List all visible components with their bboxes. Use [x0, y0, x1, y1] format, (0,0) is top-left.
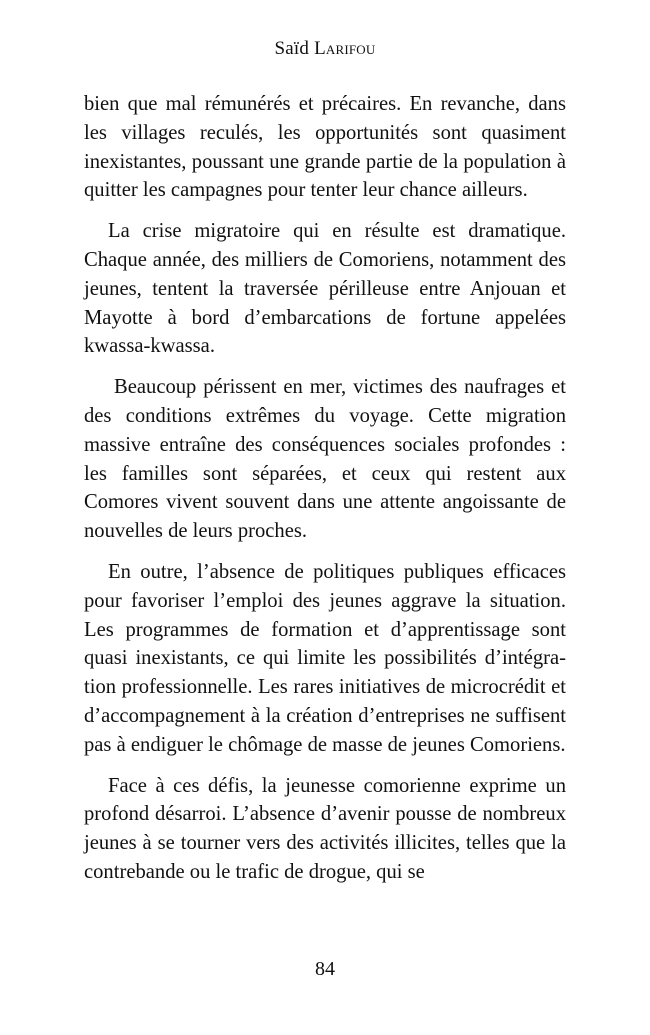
body-text: [84, 90, 566, 899]
page-number: 84: [315, 958, 335, 980]
paragraph-4: En outre, l’absence de politiques publiques efficaces pour favoriser l’emploi des jeunes aggrave la situation. Les programmes de formation et d’apprentissage sont quasi inexistants, ce qui limite les possibilités d’intégration professionnelle. Les rares initiatives de microcrédit et d’accompagnement à la création d’entreprises ne suffisent pas à endiguer le chômage de masse de jeunes Comoriens.: [84, 560, 566, 756]
running-head: [0, 38, 650, 60]
paragraph-2: La crise migratoire qui en résulte est dramatique. Chaque année, des milliers de Comoriens, notamment des jeunes, tentent la traversée périlleuse entre Anjouan et Mayotte à bord d’embarcations de fortune appelées kwassa-kwassa.: [84, 220, 566, 358]
paragraph-1: bien que mal rémunérés et précaires. En revanche, dans les villages reculés, les opportunités sont quasiment inexistantes, poussant une grande partie de la population à quitter les campagnes pour tenter leur chance ailleurs.: [84, 93, 566, 202]
paragraph-5: Face à ces défis, la jeunesse comorienne exprime un profond désarroi. L’absence d’avenir pousse de nombreux jeunes à se tourner vers des activités illicites, telles que la contrebande ou le trafic de drogue, qui se: [84, 774, 566, 883]
author-first-name: Saïd: [274, 38, 310, 59]
paragraph-3: Beaucoup périssent en mer, victimes des naufrages et des conditions extrêmes du voyage. Cette migration massive entraîne des conséquences sociales profondes : les familles sont séparées, et ceux qui restent aux Comores vivent souvent dans une attente angoissante de nouvelles de leurs proches.: [84, 376, 566, 543]
author-last-name: Larifou: [314, 38, 376, 59]
